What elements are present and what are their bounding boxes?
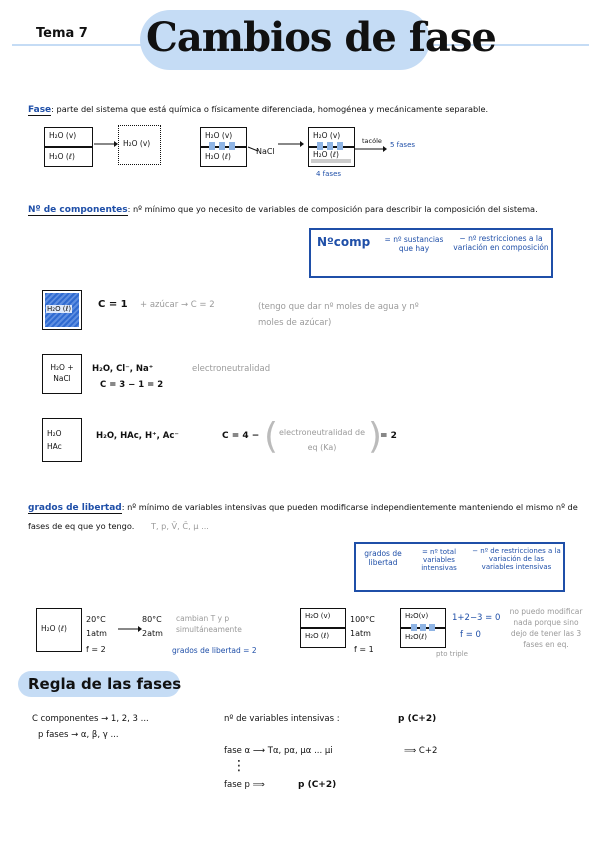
fase-arrow-1 <box>94 140 118 148</box>
fase-box-3-crystals <box>209 142 239 150</box>
componentes-formula-minus: − nº restricciones a la variación en composición <box>453 234 549 252</box>
libertad-formula-box <box>354 542 565 592</box>
comp-ex3-paren-right: ) <box>368 416 383 457</box>
lib-ex3-pto: pto triple <box>436 650 468 658</box>
fase-box-4-sediment <box>311 159 351 163</box>
lib-ex3-f: f = 0 <box>460 630 481 640</box>
fase-box-1-bottom: H₂O (ℓ) <box>49 152 75 161</box>
lib-ex3-bottom: H₂O(ℓ) <box>405 633 427 641</box>
fase-box-4 <box>308 127 355 167</box>
lib-ex3-box <box>400 608 446 648</box>
componentes-formula-lhs: Nºcomp <box>317 235 371 249</box>
page-title: Cambios de fase <box>146 14 496 61</box>
four-fases-label: 4 fases <box>316 170 342 178</box>
comp-ex1-label: H₂O (ℓ) <box>47 305 72 313</box>
regla-vars-result: p (C+2) <box>398 714 437 724</box>
regla-p-fase-line: fase p ⟹ <box>224 780 265 790</box>
comp-ex1-note: (tengo que dar nº moles de agua y nº moles de azúcar) <box>258 302 419 328</box>
fase-box-4-crystals <box>317 142 347 150</box>
lib-ex1-note: cambian T y p simultáneamente <box>176 614 242 634</box>
lib-ex1-state1: 20°C 1atm <box>86 615 107 638</box>
lib-ex2-top: H₂O (v) <box>305 612 331 620</box>
comp-ex2-label: H₂O + NaCl <box>50 363 74 383</box>
fase-box-4-top: H₂O (v) <box>313 131 341 140</box>
comp-ex3-label: H₂O HAc <box>47 429 62 451</box>
fase-box-2-label: H₂O (v) <box>123 139 151 148</box>
componentes-formula-eq: = nº sustancias que hay <box>384 235 444 253</box>
comp-ex3-result: = 2 <box>380 431 397 441</box>
fase-box-4-bottom: H₂O (ℓ) <box>313 150 339 159</box>
libertad-definition-text: : nº mínimo de variables intensivas que pueden modificarse independientemente manteniendo el mismo nº de fases de eq que yo tengo. <box>28 502 578 531</box>
comp-ex1-c: C = 1 <box>98 299 128 310</box>
componentes-term: Nº de componentes <box>28 205 128 215</box>
lib-ex2-state: 100°C 1atm <box>350 615 375 638</box>
comp-ex1-box <box>42 290 82 330</box>
libertad-definition <box>28 498 588 535</box>
five-fases-label: 5 fases <box>390 141 416 149</box>
lib-ex1-label: H₂O (ℓ) <box>41 624 67 633</box>
libertad-formula-eq: = nº total variables intensivas <box>421 548 457 572</box>
fase-box-2 <box>118 125 161 165</box>
nacl-label: NaCl <box>256 147 275 156</box>
comp-ex2-c: C = 3 − 1 = 2 <box>100 380 164 390</box>
fase-box-3 <box>200 127 247 167</box>
comp-ex2-species: H₂O, Cl⁻, Na⁺ <box>92 364 154 374</box>
fase-box-1-top: H₂O (v) <box>49 131 77 140</box>
comp-ex3-c: C = 4 − <box>222 431 260 441</box>
lib-ex3-calc: 1+2−3 = 0 <box>452 613 501 623</box>
comp-ex3-paren-left: ( <box>264 416 279 457</box>
libertad-term: grados de libertad <box>28 503 122 513</box>
fase-box-3-bottom: H₂O (ℓ) <box>205 152 231 161</box>
fase-definition-text: : parte del sistema que está química o físicamente diferenciada, homogénea y mecánicamente separable. <box>51 104 489 114</box>
libertad-vars: T, p, V̄, C̄, μ ... <box>150 521 209 531</box>
lib-ex3-top: H₂O(v) <box>405 612 429 620</box>
fase-box-1 <box>44 127 93 167</box>
lib-ex3-crystals <box>411 624 435 631</box>
comp-ex3-box <box>42 418 82 462</box>
componentes-definition <box>28 201 588 219</box>
tema-label: Tema 7 <box>36 26 88 41</box>
lib-ex2-divider <box>301 627 345 629</box>
componentes-definition-text: : nº mínimo que yo necesito de variables de composición para describir la composición del sistema. <box>127 204 538 214</box>
regla-vars-line: nº de variables intensivas : <box>224 714 340 724</box>
regla-alpha-line: fase α ⟶ Tα, pα, μα ... μi <box>224 746 333 756</box>
lib-ex2-bottom: H₂O (ℓ) <box>305 632 330 640</box>
fase-box-3-top: H₂O (v) <box>205 131 233 140</box>
fase-term: Fase <box>28 105 52 115</box>
fase-box-1-divider <box>45 146 92 148</box>
nacl-arrow <box>246 145 258 153</box>
regla-dots: ⋮ <box>232 758 246 774</box>
lib-ex1-grados: grados de libertad = 2 <box>172 646 257 655</box>
fase-definition <box>28 104 588 115</box>
comp-ex3-species: H₂O, HAc, H⁺, Ac⁻ <box>96 431 179 441</box>
lib-ex1-arrow <box>118 625 142 633</box>
comp-ex3-paren: electroneutralidad de eq (Ka) <box>278 428 366 452</box>
comp-ex1-plus: + azúcar → C = 2 <box>140 300 215 310</box>
regla-title: Regla de las fases <box>28 675 182 693</box>
regla-alpha-result: ⟹ C+2 <box>404 746 438 756</box>
comp-ex2-box <box>42 354 82 394</box>
fase-arrow-2 <box>278 140 304 148</box>
comp-ex2-note: electroneutralidad <box>192 364 271 374</box>
lib-ex1-box <box>36 608 82 652</box>
lib-ex3-note: no puedo modificar nada porque sino dejo de tener las 3 fases en eq. <box>509 607 583 649</box>
regla-c-line: C componentes → 1, 2, 3 ... <box>32 714 149 724</box>
lib-ex1-f: f = 2 <box>86 645 106 654</box>
libertad-formula-lhs: grados de libertad <box>364 549 402 567</box>
componentes-formula-box <box>309 228 553 278</box>
arrow-label: tacóle <box>362 137 382 145</box>
fase-arrow-3 <box>355 145 387 153</box>
libertad-formula-minus: − nº de restricciones a la variación de las variables intensivas <box>472 547 561 571</box>
lib-ex1-state2: 80°C 2atm <box>142 615 163 638</box>
lib-ex2-box <box>300 608 346 648</box>
regla-p-fase-result: p (C+2) <box>298 780 337 790</box>
lib-ex2-f: f = 1 <box>354 645 374 654</box>
regla-p-line: p fases → α, β, γ ... <box>38 730 119 740</box>
